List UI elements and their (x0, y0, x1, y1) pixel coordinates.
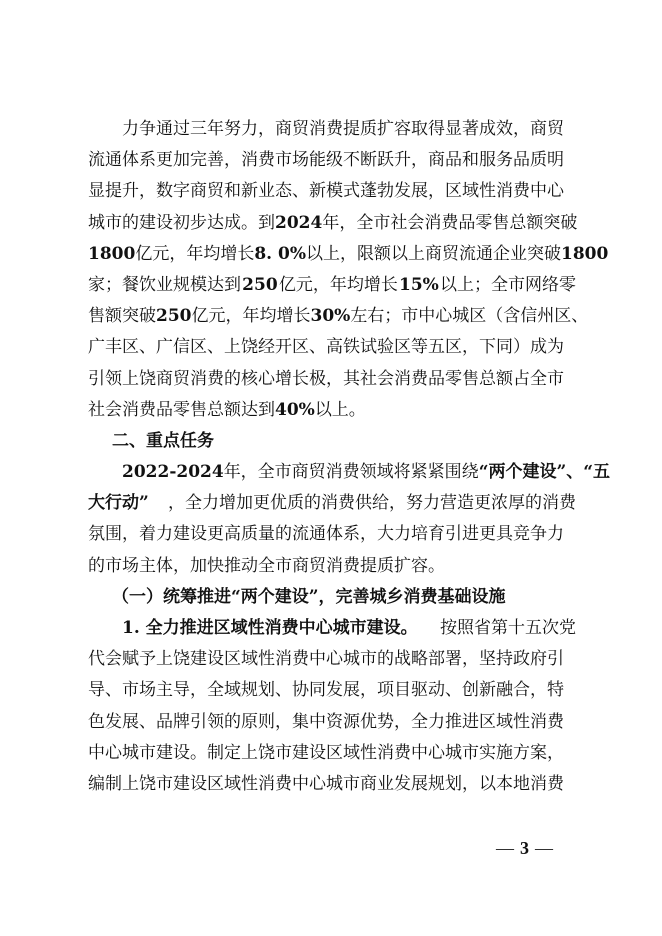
text-segment: 2024 (275, 212, 323, 233)
text-line (88, 364, 576, 395)
text-segment: 亿元，年均增长 (278, 274, 398, 295)
text-segment: 2022-2024 (122, 462, 224, 483)
text-segment: （一）统筹推进“两个建设”，完善城乡消费基础设施 (112, 586, 506, 607)
paragraph-h2 (88, 426, 576, 457)
text-line (88, 769, 576, 800)
footer-dash-right: — (535, 838, 553, 858)
paragraph-p3 (88, 613, 576, 800)
text-segment: 力争通过三年努力，商贸消费提质扩容取得显著成效，商贸 (122, 119, 564, 139)
text-segment: “两个建设”、“五 (478, 462, 611, 483)
text-line (88, 488, 576, 519)
text-line (88, 519, 576, 550)
text-segment: 二、重点任务 (112, 430, 214, 451)
footer-dash-left: — (496, 838, 514, 858)
paragraph-p1 (88, 114, 609, 426)
text-segment: 流通体系更加完善，消费市场能级不断跃升，商品和服务品质明 (88, 150, 564, 171)
text-segment: 1800 (560, 243, 609, 264)
text-segment: 以上；全市网络零 (440, 274, 576, 295)
text-segment: 以上，限额以上商贸流通企业突破 (305, 243, 561, 264)
text-segment: 显提升，数字商贸和新业态、新模式蓬勃发展，区域性消费中心 (88, 181, 564, 202)
text-line (88, 613, 576, 644)
text-segment: 左右；市中心城区（含信州区、 (350, 306, 589, 327)
text-segment: 1. 全力推进区域性消费中心城市建设。 (122, 618, 418, 638)
text-line (88, 426, 576, 457)
paragraph-p2 (88, 457, 611, 582)
body-text (88, 114, 611, 800)
text-segment: 导、市场主导，全域规划、协同发展，项目驱动、创新融合，特 (88, 680, 564, 701)
text-line (88, 644, 576, 675)
text-segment: 以上。 (314, 399, 366, 420)
text-segment: ，全力增加更优质的消费供给，努力营造更浓厚的消费 (168, 493, 576, 514)
page-footer (496, 838, 553, 859)
text-segment: 亿元，年均增长 (135, 243, 255, 264)
text-segment: 40% (275, 399, 315, 420)
text-segment: 的市场主体，加快推动全市商贸消费提质扩容。 (88, 555, 445, 576)
text-segment: 氛围，着力建设更高质量的流通体系，大力培育引进更具竞争力 (88, 524, 564, 545)
text-line (88, 145, 576, 176)
text-line (88, 176, 576, 207)
text-line (88, 738, 576, 769)
text-segment: 中心城市建设。制定上饶市建设区域性消费中心城市实施方案， (88, 742, 564, 763)
text-line (88, 239, 609, 270)
text-segment: 1800 (88, 243, 136, 264)
text-line (88, 332, 576, 363)
text-segment: 编制上饶市建设区域性消费中心城市商业发展规划，以本地消费 (88, 773, 564, 794)
text-segment: 售额突破 (88, 306, 156, 327)
text-segment: 家；餐饮业规模达到 (88, 274, 241, 295)
text-segment: 城市的建设初步达成。到 (88, 212, 275, 233)
text-segment: 按照省第十五次党 (440, 618, 576, 638)
text-segment: 30% (310, 306, 351, 327)
paragraph-h3 (88, 582, 576, 613)
text-line (88, 395, 576, 426)
text-segment: 大行动” (88, 493, 149, 514)
text-line (88, 301, 589, 332)
text-line (88, 551, 576, 582)
text-segment: 250 (156, 306, 192, 327)
text-line (88, 270, 576, 301)
text-segment: 代会赋予上饶建设区域性消费中心城市的战略部署，坚持政府引 (88, 649, 564, 670)
text-segment: 8. 0% (254, 243, 306, 264)
text-line (88, 675, 576, 706)
text-segment: 250 (242, 274, 278, 295)
text-segment: 广丰区、广信区、上饶经开区、高铁试验区等五区，下同）成为 (88, 337, 564, 358)
text-segment: 亿元，年均增长 (191, 306, 311, 327)
text-line (88, 707, 576, 738)
text-segment: 引领上饶商贸消费的核心增长极，其社会消费品零售总额占全市 (88, 368, 564, 389)
text-segment: 社会消费品零售总额达到 (88, 399, 275, 420)
text-line (88, 582, 576, 613)
page-number: 3 (520, 838, 529, 858)
text-line (88, 208, 576, 239)
text-segment: 15% (399, 274, 439, 295)
text-segment: 色发展、品牌引领的原则，集中资源优势，全力推进区域性消费 (88, 711, 564, 732)
text-segment: 年，全市社会消费品零售总额突破 (322, 212, 578, 233)
text-line (88, 457, 611, 488)
text-segment: 年，全市商贸消费领域将紧紧围绕 (223, 462, 479, 483)
text-line (88, 114, 576, 145)
